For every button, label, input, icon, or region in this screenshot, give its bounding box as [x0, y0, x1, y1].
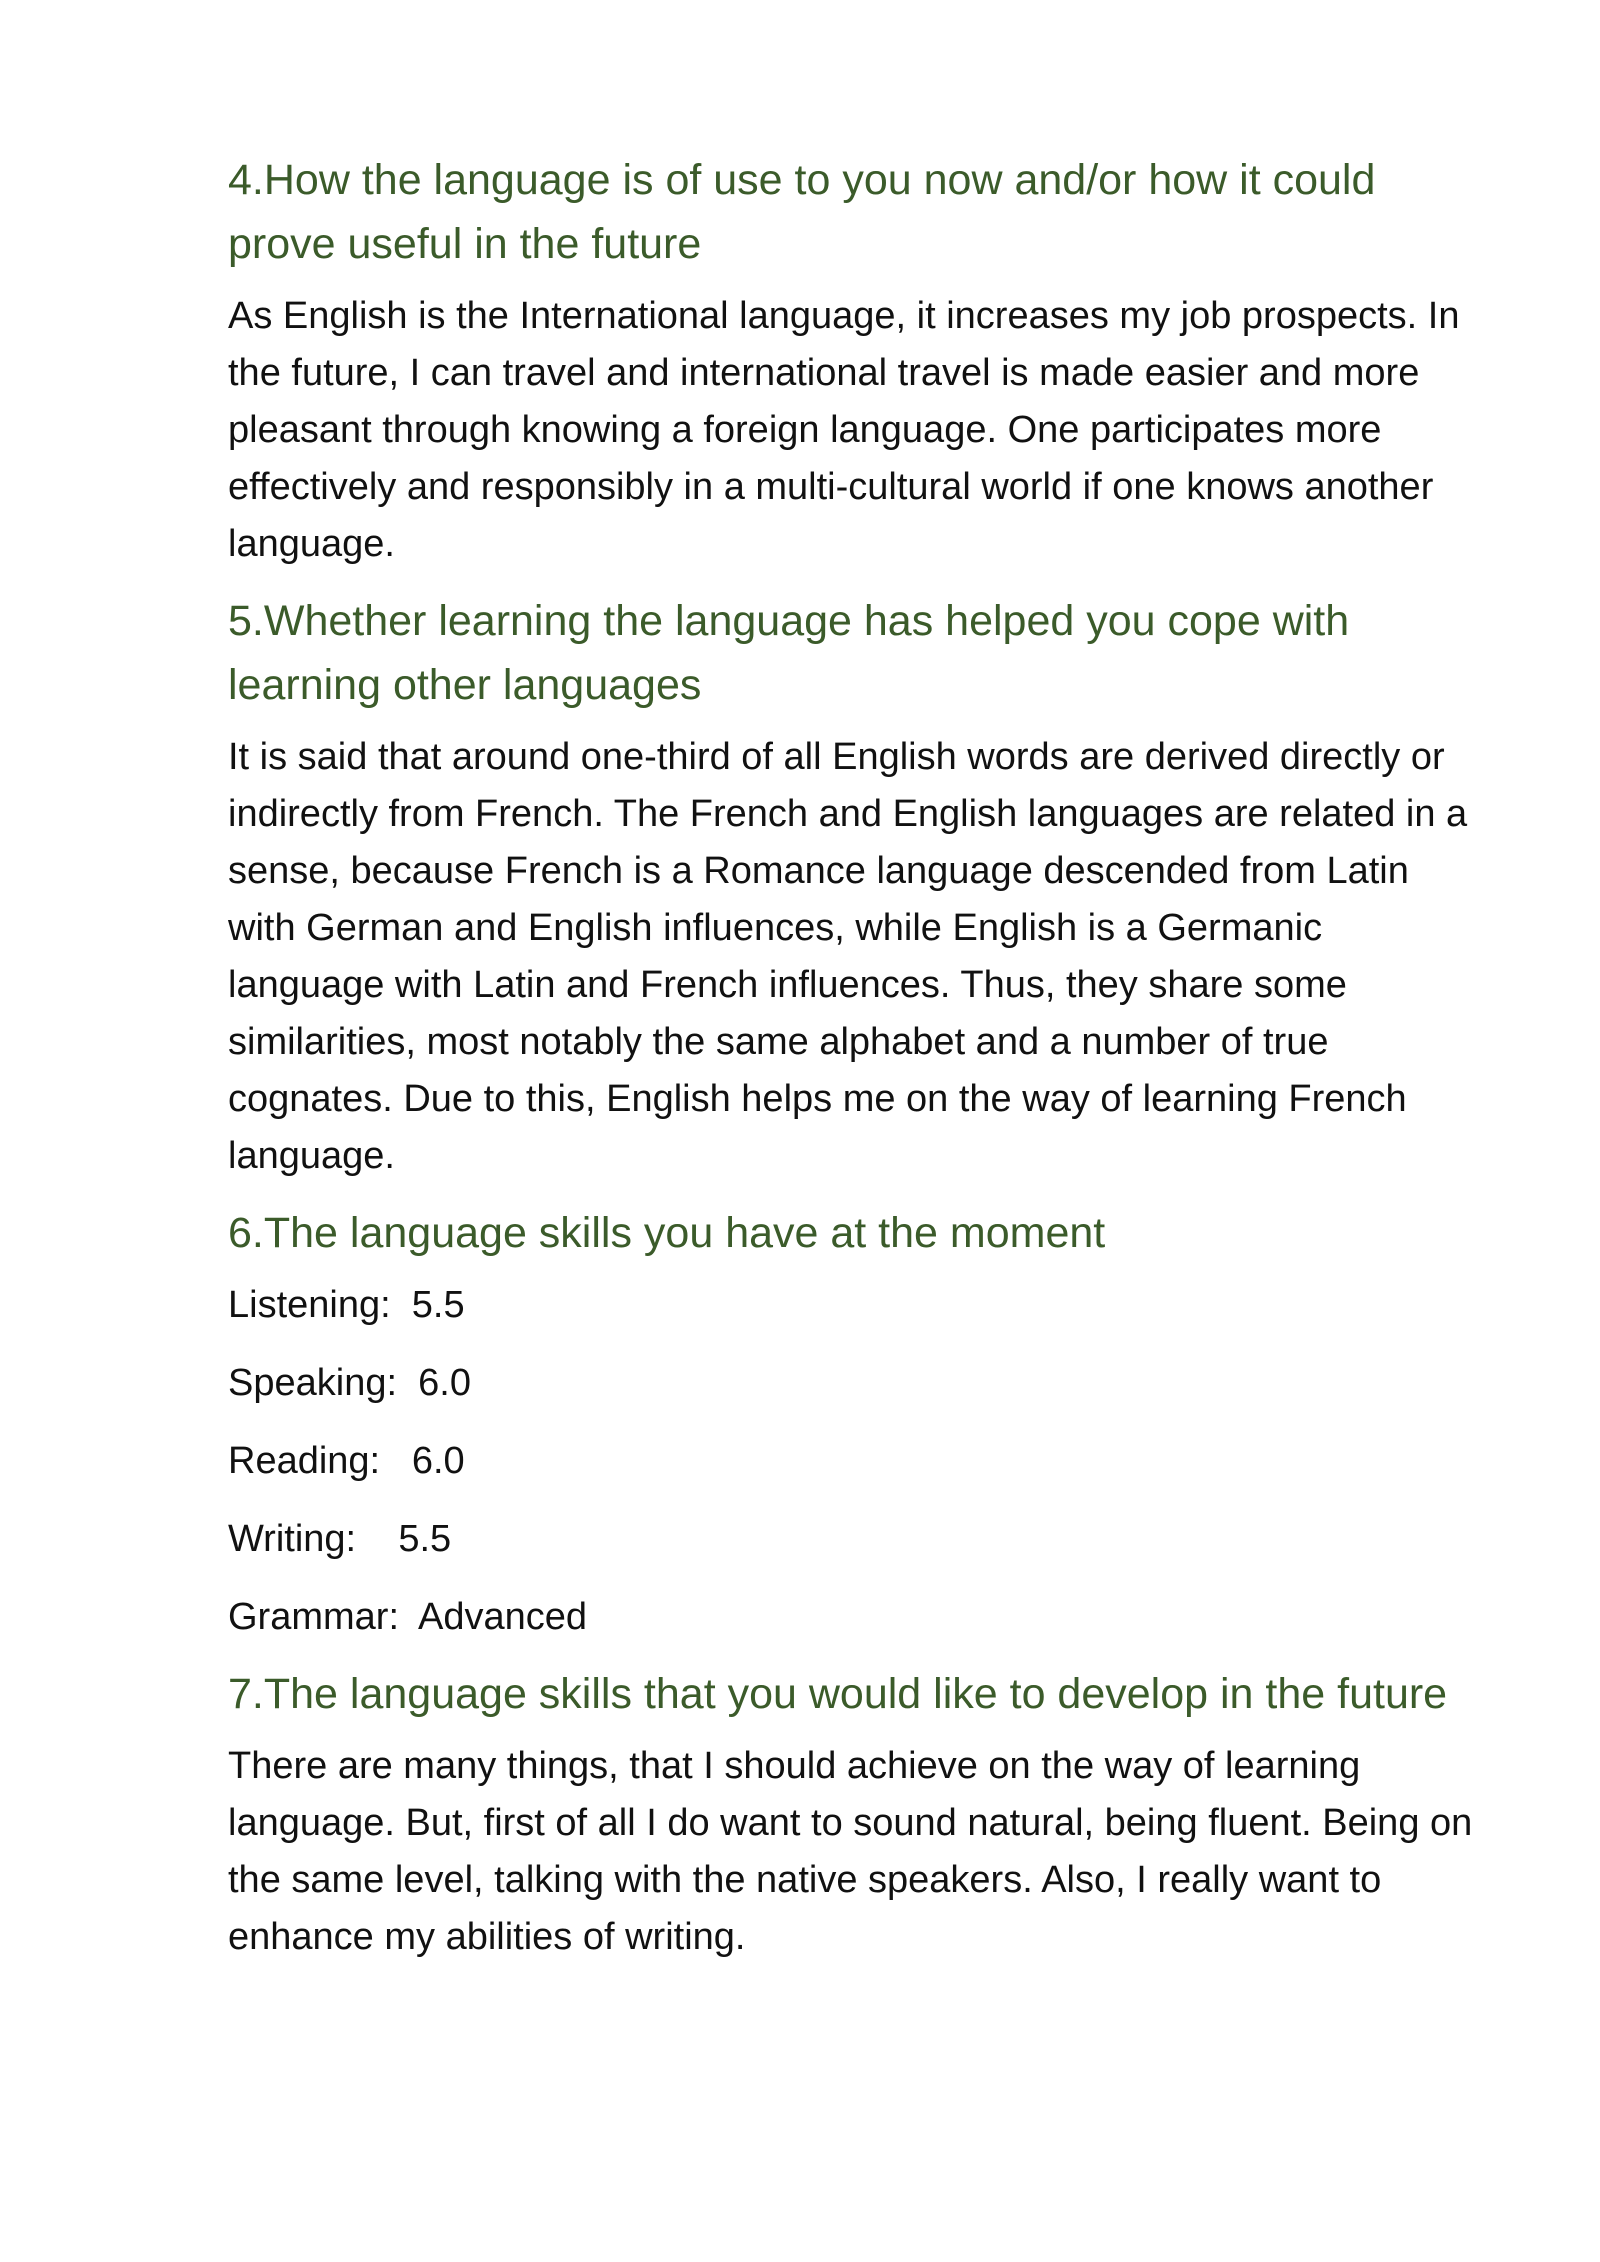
section-7-paragraph: There are many things, that I should achieve on the way of learning language. But, first of all I do want to sound natural, being fluent. Being on the same level, talking with the native speakers. Also, I really want to enhance my abilities of writing. [228, 1745, 1473, 1958]
skill-label: Writing: [228, 1518, 357, 1560]
skill-row-listening [228, 1277, 1478, 1334]
skill-row-speaking [228, 1355, 1478, 1412]
skill-value: 5.5 [398, 1518, 452, 1560]
section-6-heading: 6.The language skills you have at the moment [228, 1209, 1106, 1257]
skill-value: 5.5 [411, 1284, 465, 1326]
skills-list [228, 1277, 1478, 1646]
skill-row-reading [228, 1433, 1478, 1490]
skill-value: 6.0 [411, 1440, 465, 1482]
section-7-heading: 7.The language skills that you would like to develop in the future [228, 1670, 1448, 1718]
skill-row-grammar [228, 1589, 1478, 1646]
skill-value: Advanced [418, 1596, 588, 1638]
section-4-heading: 4.How the language is of use to you now and/or how it could prove useful in the future [228, 156, 1376, 268]
skill-label: Reading: [228, 1440, 381, 1482]
skill-label: Listening: [228, 1284, 391, 1326]
skill-row-writing [228, 1511, 1478, 1568]
section-5-paragraph: It is said that around one-third of all English words are derived directly or indirectly from French. The French and English languages are related in a sense, because French is a Romance language descended from Latin with German and English influences, while English is a Germanic language with Latin and French influences. Thus, they share some similarities, most notably the same alphabet and a number of true cognates. Due to this, English helps me on the way of learning French language. [228, 736, 1468, 1177]
skill-label: Speaking: [228, 1362, 398, 1404]
document-page [228, 148, 1478, 1966]
section-4-paragraph: As English is the International language, it increases my job prospects. In the future, I can travel and international travel is made easier and more pleasant through knowing a foreign language. One participates more effectively and responsibly in a multi-cultural world if one knows another language. [228, 295, 1460, 565]
skill-value: 6.0 [418, 1362, 471, 1404]
skill-label: Grammar: [228, 1596, 399, 1638]
section-5-heading: 5.Whether learning the language has helped you cope with learning other languages [228, 597, 1350, 709]
